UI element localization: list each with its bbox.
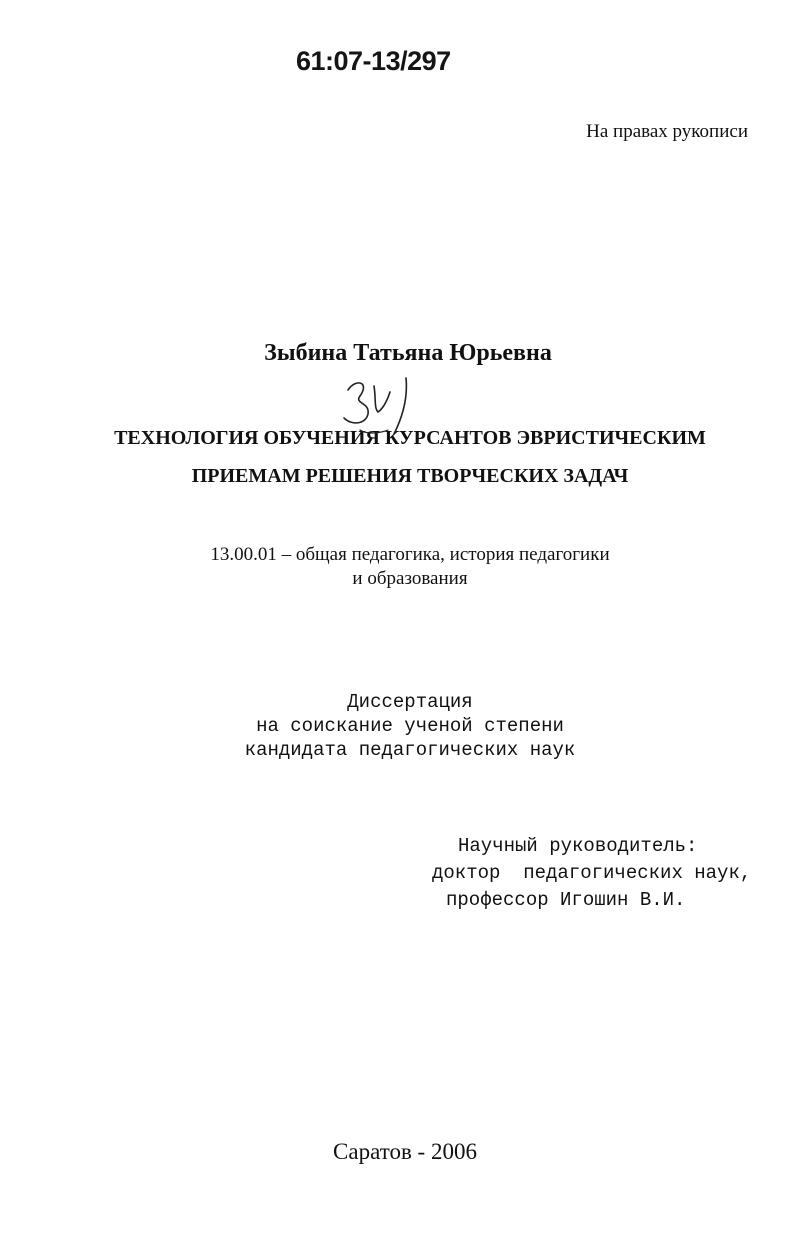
handwritten-signature [330,368,440,448]
supervisor-line-1: Научный руководитель: [458,835,698,857]
degree-line-3: кандидата педагогических наук [244,739,576,761]
title-line-1: ТЕХНОЛОГИЯ ОБУЧЕНИЯ КУРСАНТОВ ЭВРИСТИЧЕСКИМ [114,427,706,449]
specialty-code [0,543,796,591]
specialty-line-2: и образования [352,568,468,589]
specialty-line-1: 13.00.01 – общая педагогика, история педагогики [210,544,610,565]
rights-note: На правах рукописи [586,121,748,142]
author-name: Зыбина Татьяна Юрьевна [264,340,552,366]
supervisor-line-2: доктор педагогических наук, [432,862,752,884]
degree-line-2: на соискание ученой степени [256,715,564,737]
title-line-2: ПРИЕМАМ РЕШЕНИЯ ТВОРЧЕСКИХ ЗАДАЧ [191,465,629,487]
supervisor-block [420,833,751,914]
archive-stamp: 61:07-13/297 [296,46,451,76]
supervisor-line-3: профессор Игошин В.И. [446,889,686,911]
degree-line-1: Диссертация [347,691,473,713]
city-year: Саратов - 2006 [333,1139,477,1164]
degree-statement [0,690,796,762]
